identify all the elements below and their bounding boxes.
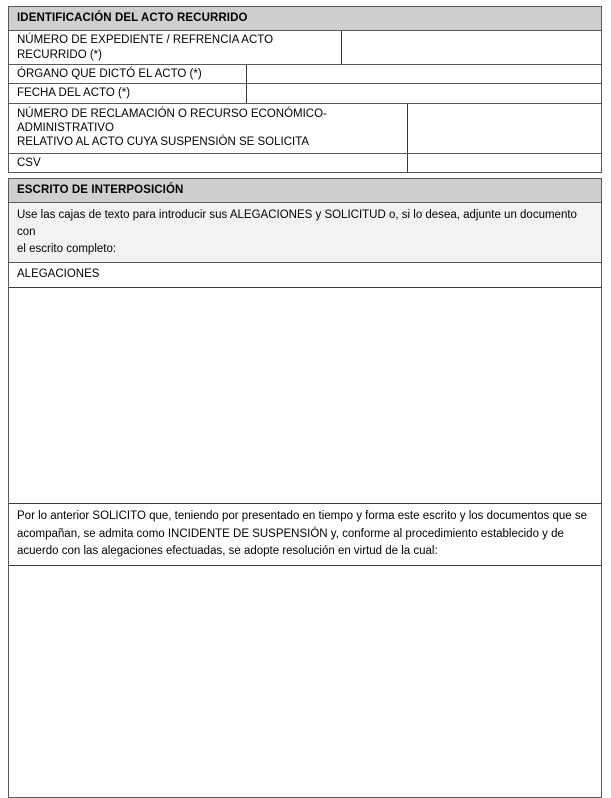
identificacion-section — [8, 6, 602, 173]
label-fecha-acto: FECHA DEL ACTO (*) — [17, 87, 131, 100]
label-organo-dicto-acto: ÓRGANO QUE DICTÓ EL ACTO (*) — [17, 67, 202, 80]
solicitud-paragraph-line3: acuerdo con las alegaciones efectuadas, se adopte resolución en virtud de la cual: — [17, 544, 438, 557]
label-alegaciones: ALEGACIONES — [17, 268, 100, 281]
escrito-instructions — [9, 203, 601, 263]
label-numero-reclamacion — [9, 104, 407, 153]
solicitud-paragraph-line1: Por lo anterior SOLICITO que, teniendo por presentado en tiempo y forma este escrito y los documentos que se — [17, 510, 587, 523]
escrito-section — [8, 178, 602, 798]
solicitud-paragraph — [9, 503, 601, 565]
field-row-csv — [9, 154, 601, 172]
input-numero-expediente[interactable] — [341, 31, 601, 64]
textarea-solicitud[interactable] — [9, 565, 601, 797]
field-row-fecha-acto — [9, 84, 601, 103]
escrito-instructions-line1: Use las cajas de texto para introducir sus ALEGACIONES y SOLICITUD o, si lo desea, adjunte un documento con — [17, 209, 577, 239]
input-numero-reclamacion[interactable] — [407, 104, 601, 153]
escrito-section-header: ESCRITO DE INTERPOSICIÓN — [9, 179, 601, 203]
label-numero-reclamacion-line2: RELATIVO AL ACTO CUYA SUSPENSIÓN SE SOLICITA — [17, 136, 310, 149]
field-row-numero-reclamacion — [9, 104, 601, 154]
identificacion-section-header: IDENTIFICACIÓN DEL ACTO RECURRIDO — [9, 7, 601, 31]
field-row-numero-expediente — [9, 31, 601, 65]
field-row-organo — [9, 65, 601, 84]
label-csv: CSV — [17, 156, 41, 169]
label-numero-expediente: NÚMERO DE EXPEDIENTE / REFRENCIA ACTO RECURRIDO (*) — [17, 34, 274, 61]
escrito-instructions-line2: el escrito completo: — [17, 242, 117, 255]
input-csv[interactable] — [407, 154, 601, 172]
label-numero-reclamacion-line1: NÚMERO DE RECLAMACIÓN O RECURSO ECONÓMICO-ADMINISTRATIVO — [17, 107, 327, 135]
input-fecha-acto[interactable] — [246, 84, 601, 102]
input-organo-dicto-acto[interactable] — [246, 65, 601, 83]
textarea-alegaciones[interactable] — [9, 287, 601, 503]
solicitud-paragraph-line2: acompañan, se admita como INCIDENTE DE SUSPENSIÓN y, conforme al procedimiento establecido y de — [17, 527, 564, 540]
